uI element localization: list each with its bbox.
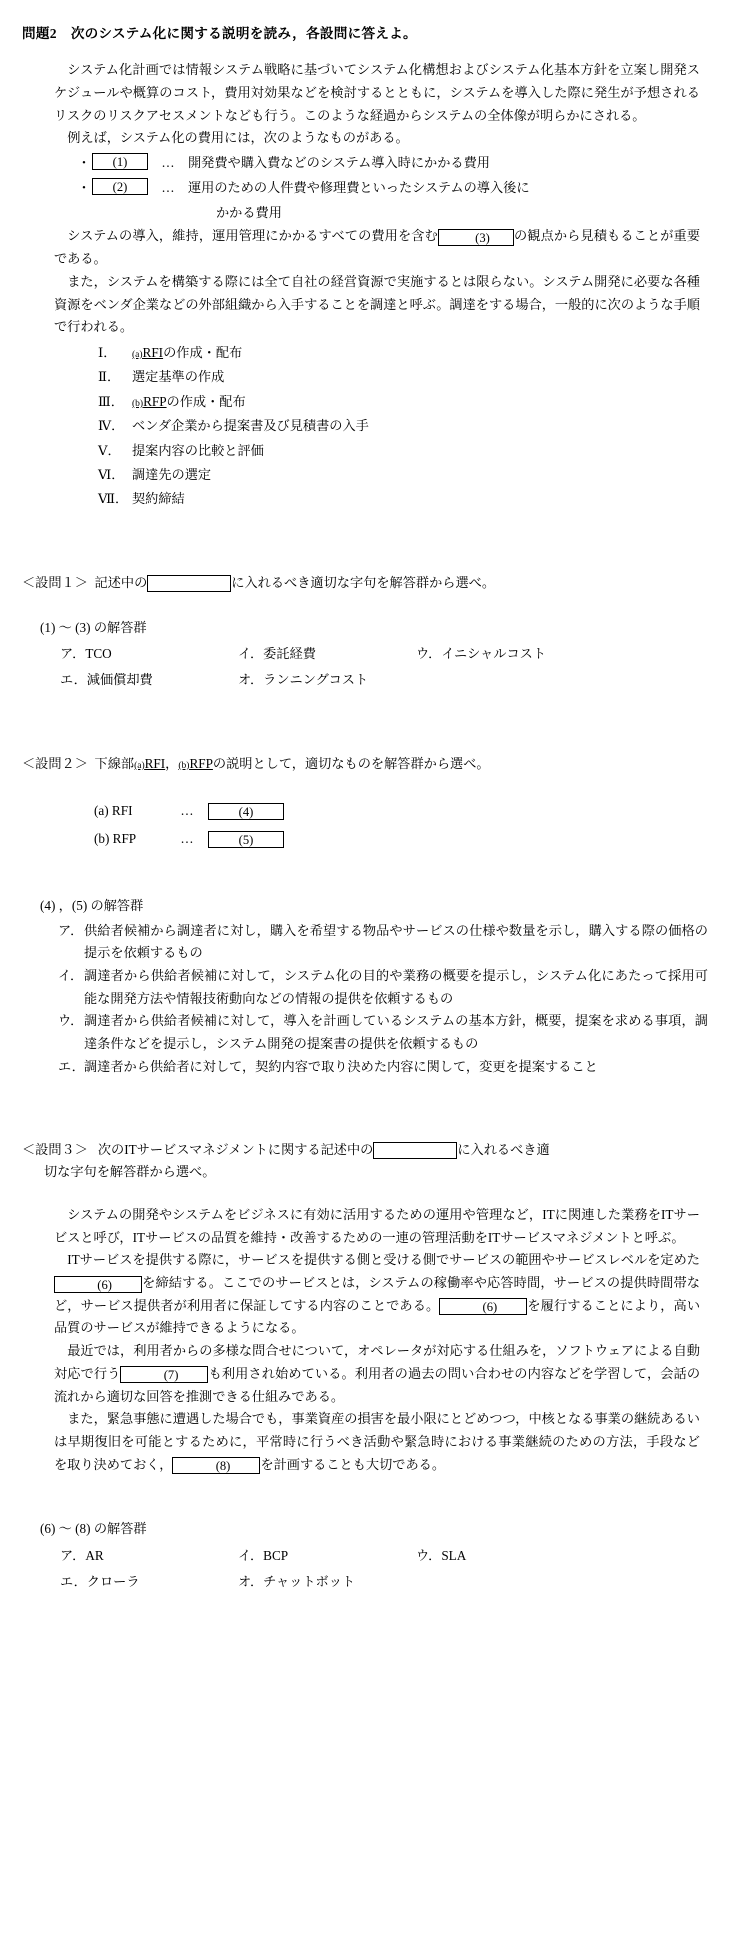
step-underlined-term	[132, 394, 167, 409]
step-item	[98, 414, 700, 438]
step-item	[98, 365, 700, 389]
ellipsis-5: …	[180, 831, 194, 847]
question-2-heading	[22, 753, 708, 776]
q1-answer-group	[60, 641, 708, 692]
question-3-heading	[22, 1139, 708, 1184]
q3-answer-group	[60, 1543, 708, 1594]
intro-p3-before: システムの導入，維持，運用管理にかかるすべての費用を含む	[67, 228, 438, 244]
procurement-steps	[98, 341, 700, 512]
step-label: Ⅵ．	[98, 467, 125, 483]
step-label: Ⅰ．	[98, 344, 117, 360]
q3-paragraph-3	[54, 1340, 700, 1408]
q2-row-a	[94, 797, 708, 825]
question-3-text-cont: 切な字句を解答群から選べ。	[44, 1164, 216, 1180]
q3-p2-b: を締結する。ここでのサービスとは，システムの稼働率や応答時間，サービスの提供時間帯など，サービス提供者が利用者に保証してする内容のことである。	[54, 1275, 700, 1313]
step-label: Ⅴ．	[98, 442, 121, 458]
intro-paragraph-3	[54, 225, 700, 270]
answer-row	[60, 667, 708, 693]
answer-row	[60, 1569, 708, 1595]
question-2-text-before: 下線部	[94, 755, 135, 771]
step-underlined-term	[132, 345, 163, 360]
q2-underlined-term-b	[178, 756, 213, 771]
step-item	[98, 439, 700, 463]
q2-term-a: RFI	[144, 755, 166, 771]
choice-marker: ア．	[58, 922, 84, 938]
answer-choice[interactable]: エ．クローラ	[60, 1573, 140, 1589]
cost-bullet-2-line1: 運用のための人件費や修理費といったシステムの導入後に	[188, 180, 530, 196]
question-3-text-after: に入れるべき適	[457, 1141, 550, 1157]
q2-sublabel-b: (b)	[178, 760, 190, 771]
question-3-label: ＜設問３＞	[22, 1141, 88, 1157]
cost-bullet-2	[76, 175, 700, 225]
blank-q1[interactable]	[147, 575, 231, 592]
step-item	[98, 341, 700, 365]
blank-1[interactable]: (1)	[92, 153, 148, 170]
answer-choice-row[interactable]	[58, 1056, 708, 1079]
q3-p2-c: を履行することにより，高い品質のサービスが維持できるようになる。	[54, 1297, 701, 1336]
page-title	[22, 22, 708, 45]
answer-choice	[416, 1569, 594, 1595]
step-text	[132, 390, 246, 414]
q3-paragraph-4	[54, 1408, 700, 1476]
cost-bullet-1	[76, 150, 700, 175]
question-1-text-after: に入れるべき適切な字句を解答群から選べ。	[231, 574, 496, 590]
q2-sublabel-a: (a)	[134, 760, 145, 771]
answer-row	[60, 1543, 708, 1569]
step-text: 提案内容の比較と評価	[132, 442, 264, 458]
step-label: Ⅱ．	[98, 369, 121, 385]
ellipsis-2: …	[161, 180, 175, 196]
answer-choice[interactable]: ウ．イニシャルコスト	[416, 646, 547, 662]
bullet-dot-icon: ・	[77, 180, 91, 196]
choice-text: 調達者から供給者に対して，契約内容で取り決めた内容に関して，変更を提案すること	[84, 1058, 598, 1074]
bullet-dot-icon: ・	[77, 155, 91, 171]
question-3-text-before: 次のITサービスマネジメントに関する記述中の	[97, 1141, 374, 1157]
answer-choice-row[interactable]	[58, 1010, 708, 1055]
intro-p3-after: の観点から見積もることが重要である。	[54, 228, 701, 267]
q3-p4-a: また，緊急事態に遭遇した場合でも，事業資産の損害を最小限にとどめつつ，中核となる事業の継続あるいは早期復旧を可能とするために，平常時に行うべき活動や緊急時における事業継続のための方法，手段などを取り決めておく，	[54, 1411, 700, 1472]
blank-q3[interactable]	[373, 1142, 457, 1159]
cost-bullet-1-text: 開発費や購入費などのシステム導入時にかかる費用	[188, 155, 490, 171]
step-label: Ⅲ．	[98, 393, 124, 409]
answer-choice[interactable]: ア．TCO	[60, 646, 112, 662]
intro-paragraph-1: システム化計画では情報システム戦略に基づいてシステム化構想およびシステム化基本方針を立案し開発スケジュールや概算のコスト，費用対効果などを検討するとともに，システムを導入した際に発生が予想されるリスクのリスクアセスメントなども行う。このような経過からシステムの全体像が明らかにされる。	[54, 62, 700, 123]
blank-2[interactable]: (2)	[92, 178, 148, 195]
q3-paragraph-1: システムの開発やシステムをビジネスに有効に活用するための運用や管理など，ITに関連した業務をITサービスと呼び，ITサービスの品質を維持・改善するための一連の管理活動をITサービスマネジメントと呼ぶ。	[54, 1206, 700, 1245]
intro-paragraph-4: また，システムを構築する際には全て自社の経営資源で実施するとは限らない。システム開発に必要な各種資源をベンダ企業などの外部組織から入手することを調達と呼ぶ。調達をする場合，一般的に次のような手順で行われる。	[54, 273, 700, 335]
q2-answer-group	[58, 920, 708, 1079]
step-text-post: の作成・配布	[166, 393, 246, 409]
ellipsis-4: …	[180, 803, 194, 819]
q2-underlined-term-a	[134, 756, 165, 771]
q3-p3-b: も利用され始めている。利用者の過去の問い合わせの内容などを学習して，会話の流れから適切な回答を推測できる仕組みである。	[54, 1365, 701, 1404]
answer-choice-row[interactable]	[58, 920, 708, 965]
question-2-label: ＜設問２＞	[22, 755, 88, 771]
answer-choice[interactable]: オ．ランニングコスト	[238, 672, 369, 688]
step-sublabel: (a)	[132, 349, 143, 360]
step-label: Ⅶ．	[98, 491, 129, 507]
step-item	[98, 463, 700, 487]
question-1-label: ＜設問１＞	[22, 574, 88, 590]
choice-text: 調達者から供給者候補に対して，システム化の目的や業務の概要を提示し，システム化にあたって採用可能な開発方法や情報技術動向などの情報の提供を依頼するもの	[84, 968, 708, 1006]
choice-marker: エ．	[58, 1058, 85, 1074]
question-number: 問題2	[22, 26, 57, 41]
question-2-text-after: の説明として，適切なものを解答群から選べ。	[212, 755, 490, 771]
step-text-post: の作成・配布	[163, 344, 243, 360]
q2-blank-rows	[94, 797, 708, 852]
q2-row-b-label: (b) RFP	[94, 831, 137, 847]
q3-p2-a: ITサービスを提供する際に，サービスを提供する側と受ける側でサービスの範囲やサービスレベルを定めた	[67, 1252, 700, 1268]
answer-choice[interactable]: オ．チャットボット	[238, 1573, 356, 1589]
q2-term-b: RFP	[189, 755, 213, 771]
cost-bullet-2-line2: かかる費用	[216, 205, 282, 221]
q2-mid: ，	[165, 755, 179, 771]
choice-marker: ウ．	[58, 1013, 84, 1029]
step-text: ベンダ企業から提案書及び見積書の入手	[132, 418, 369, 434]
step-item	[98, 390, 700, 414]
step-term: RFI	[142, 344, 164, 360]
answer-choice[interactable]: エ．減価償却費	[60, 672, 153, 688]
q3-p4-b: を計画することも大切である。	[260, 1456, 446, 1472]
answer-row	[60, 641, 708, 667]
q3-answers-heading: (6) ～ (8) の解答群	[40, 1521, 147, 1537]
intro-paragraph-2: 例えば，システム化の費用には，次のようなものがある。	[67, 130, 409, 146]
q2-answers-heading: (4) ，(5) の解答群	[40, 897, 144, 913]
q3-paragraph-2	[54, 1249, 700, 1340]
step-item	[98, 487, 700, 511]
blank-5[interactable]: (5)	[208, 831, 284, 848]
answer-choice[interactable]: ウ．SLA	[416, 1548, 467, 1564]
cost-bullet-2-text	[188, 175, 700, 225]
q2-row-a-label: (a) RFI	[94, 803, 133, 819]
step-text	[132, 341, 242, 365]
q1-answers-heading: (1) ～ (3) の解答群	[40, 619, 147, 635]
q3-body	[54, 1204, 700, 1476]
blank-3[interactable]: (3)	[438, 229, 514, 246]
step-term: RFP	[143, 393, 167, 409]
blank-6b[interactable]: (6)	[439, 1298, 527, 1315]
answer-choice[interactable]: イ．委託経費	[238, 646, 316, 662]
ellipsis-1: …	[161, 155, 175, 171]
q2-row-b	[94, 825, 708, 853]
step-text: 選定基準の作成	[132, 369, 225, 385]
question-1-text-before: 記述中の	[94, 574, 148, 590]
question-1-heading	[22, 572, 708, 595]
blank-4[interactable]: (4)	[208, 803, 284, 820]
intro-block	[54, 59, 700, 512]
q3-p3-a: 最近では，利用者からの多様な問合せについて，オペレータが対応する仕組みを，ソフトウェアによる自動対応で行う	[54, 1343, 700, 1381]
step-text: 契約締結	[132, 491, 185, 507]
answer-choice	[416, 667, 594, 693]
answer-choice-row[interactable]	[58, 965, 708, 1010]
blank-6a[interactable]: (6)	[54, 1276, 142, 1293]
step-text: 調達先の選定	[132, 467, 212, 483]
blank-8[interactable]: (8)	[172, 1457, 260, 1474]
step-label: Ⅳ．	[98, 418, 125, 434]
choice-text: 供給者候補から調達者に対し，購入を希望する物品やサービスの仕様や数量を示し，購入する際の価格の提示を依頼するもの	[84, 922, 708, 961]
blank-7[interactable]: (7)	[120, 1366, 208, 1383]
question-title-text: 次のシステム化に関する説明を読み，各設問に答えよ。	[70, 26, 417, 41]
choice-text: 調達者から供給者候補に対して，導入を計画しているシステムの基本方針，概要，提案を求める事項，調達条件などを提示し，システム開発の提案書の提供を依頼するもの	[84, 1013, 708, 1052]
answer-choice[interactable]: ア．AR	[60, 1548, 104, 1564]
choice-marker: イ．	[58, 968, 84, 984]
step-sublabel: (b)	[132, 398, 144, 409]
answer-choice[interactable]: イ．BCP	[238, 1548, 289, 1564]
